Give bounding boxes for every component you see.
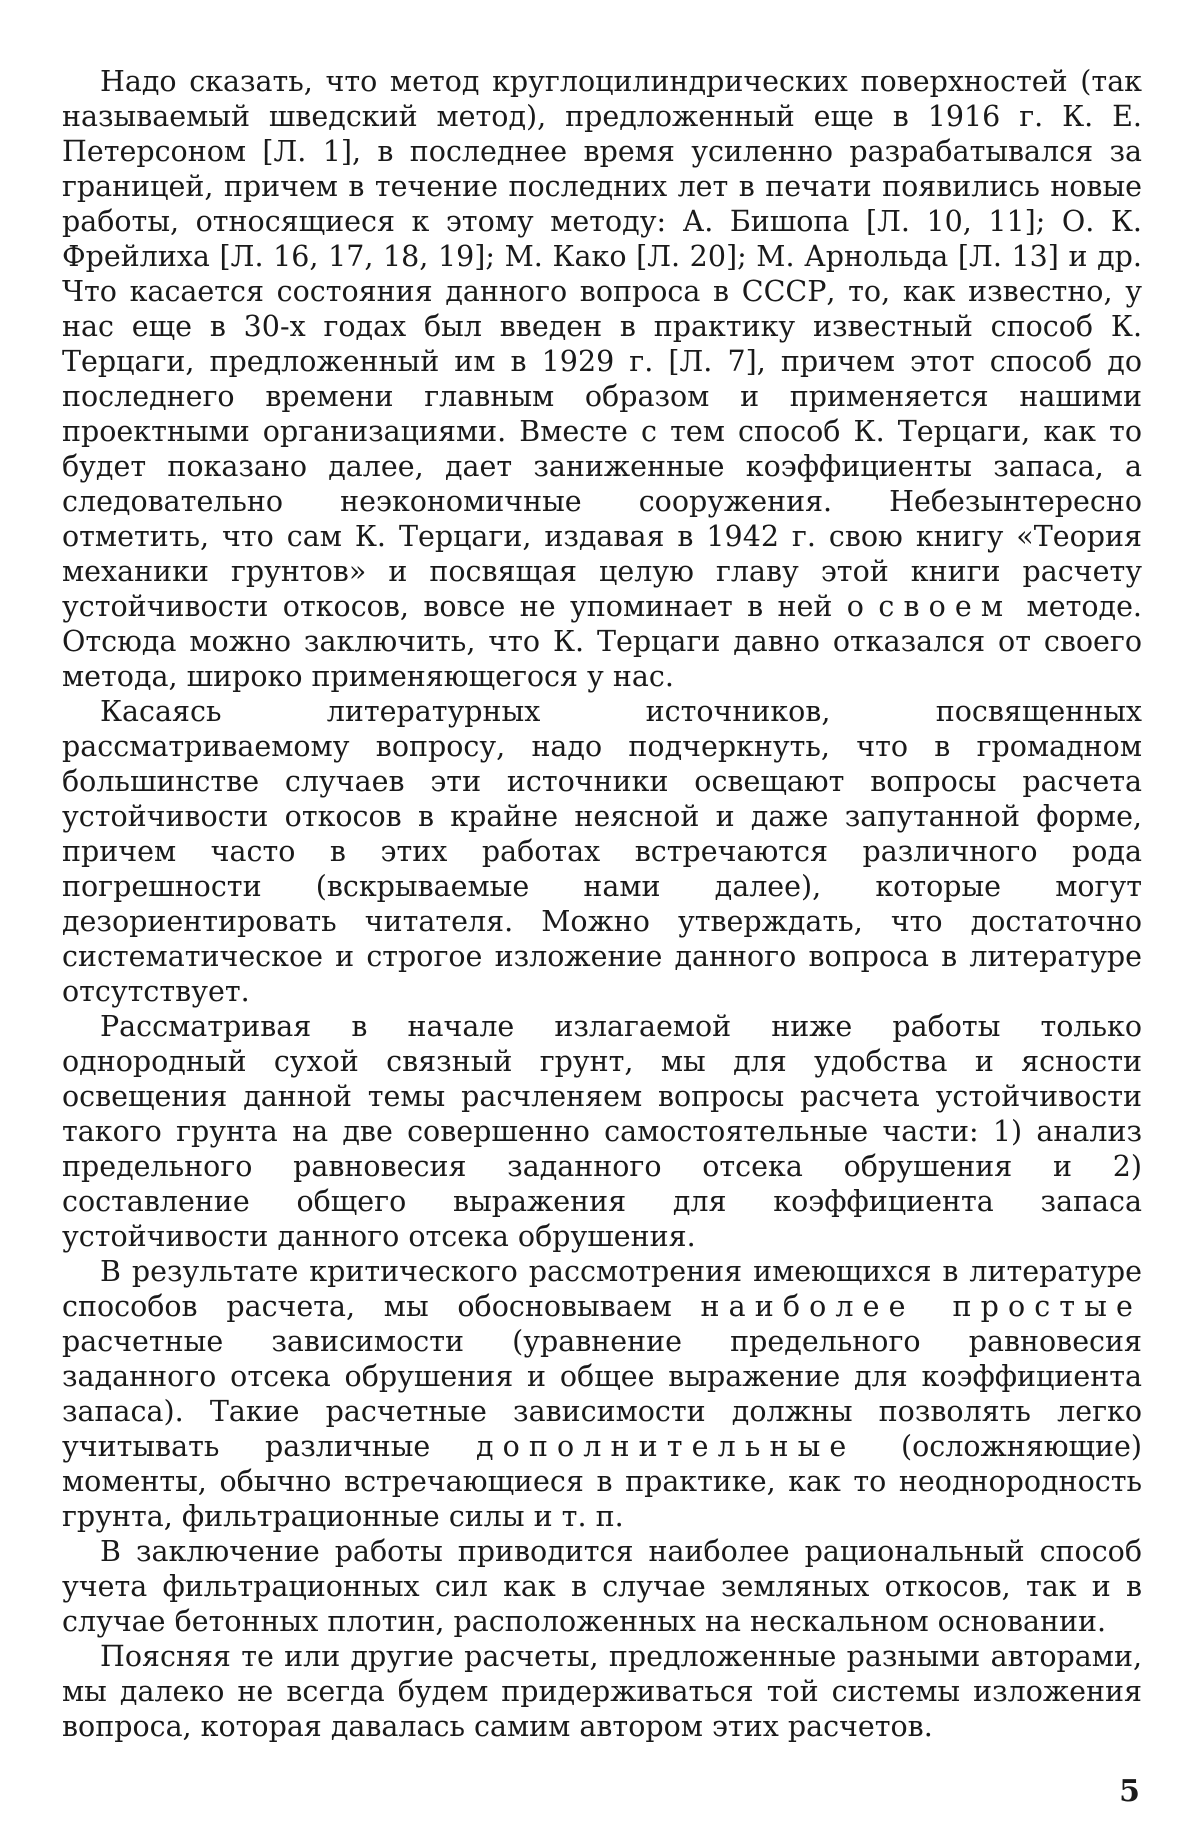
paragraph-5-text: В заключение работы приводится наиболее рациональный способ учета фильтрационных сил как в случае земляных откосов, так и в случае бетонных плотин, расположенных на нескальном основании.: [62, 1535, 1142, 1638]
paragraph-1-text-a: Надо сказать, что метод круглоцилиндрических поверхностей (так называемый шведский метод), предложенный еще в 1916 г. К. Е. Петерсоном [Л. 1], в последнее время усиленно разрабатывался за границей, причем в течение последних лет в печати появились новые работы, относящиеся к этому методу: А. Бишопа [Л. 10, 11]; О. К. Фрейлиха [Л. 16, 17, 18, 19]; М. Како [Л. 20]; М. Арнольда [Л. 13] и др. Что касается состояния данного вопроса в СССР, то, как известно, у нас еще в 30-х годах был введен в практику известный способ К. Терцаги, предложенный им в 1929 г. [Л. 7], причем этот способ до последнего времени главным образом и применяется нашими проектными организациями. Вместе с тем способ К. Терцаги, как то будет показано далее, дает заниженные коэффициенты запаса, а следовательно неэкономичные сооружения. Небезынтересно отметить, что сам К. Терцаги, издавая в 1942 г. свою книгу «Теория механики грунтов» и посвящая целую главу этой книги расчету устойчивости откосов, вовсе не упоминает в ней о: [62, 65, 1142, 623]
paragraph-2: [62, 694, 1142, 1009]
paragraph-4: [62, 1254, 1142, 1534]
paragraph-5: [62, 1534, 1142, 1639]
emphasis-svoem: своем: [878, 590, 1013, 623]
paragraph-6: [62, 1639, 1142, 1744]
paragraph-6-text: Поясняя те или другие расчеты, предложенные разными авторами, мы далеко не всегда будем придерживаться той системы изложения вопроса, которая давалась самим автором этих расчетов.: [62, 1640, 1142, 1743]
page-number: 5: [1119, 1774, 1140, 1809]
paragraph-3-text: Рассматривая в начале излагаемой ниже работы только однородный сухой связный грунт, мы для удобства и ясности освещения данной темы расчленяем вопросы расчета устойчивости такого грунта на две совершенно самостоятельные части: 1) анализ предельного равновесия заданного отсека обрушения и 2) составление общего выражения для коэффициента запаса устойчивости данного отсека обрушения.: [62, 1010, 1142, 1253]
emphasis-dopolnitelnye: дополнительные: [475, 1430, 856, 1463]
paragraph-4-text-a: В результате критического рассмотрения имеющихся в литературе способов расчета, мы обосновываем: [62, 1255, 1142, 1323]
paragraph-4-text-b: расчетные зависимости (уравнение предельного равновесия заданного отсека обрушения и общее выражение для коэффициента запаса). Такие расчетные зависимости должны позволять легко учитывать различные: [62, 1325, 1142, 1463]
paragraph-3: [62, 1009, 1142, 1254]
paragraph-4-text-c: (осложняющие) моменты, обычно встречающиеся в практике, как то неоднородность грунта, фильтрационные силы и т. п.: [62, 1430, 1143, 1533]
body-text: [62, 64, 1142, 1744]
emphasis-naibolee-prostye: наиболее простые: [700, 1290, 1142, 1323]
paragraph-2-text: Касаясь литературных источников, посвященных рассматриваемому вопросу, надо подчеркнуть, что в громадном большинстве случаев эти источники освещают вопросы расчета устойчивости откосов в крайне неясной и даже запутанной форме, причем часто в этих работах встречаются различного рода погрешности (вскрываемые нами далее), которые могут дезориентировать читателя. Можно утверждать, что достаточно систематическое и строгое изложение данного вопроса в литературе отсутствует.: [62, 695, 1142, 1008]
paragraph-1-text-b: методе. Отсюда можно заключить, что К. Терцаги давно отказался от своего метода, широко применяющегося у нас.: [62, 590, 1142, 693]
paragraph-1: [62, 64, 1142, 694]
